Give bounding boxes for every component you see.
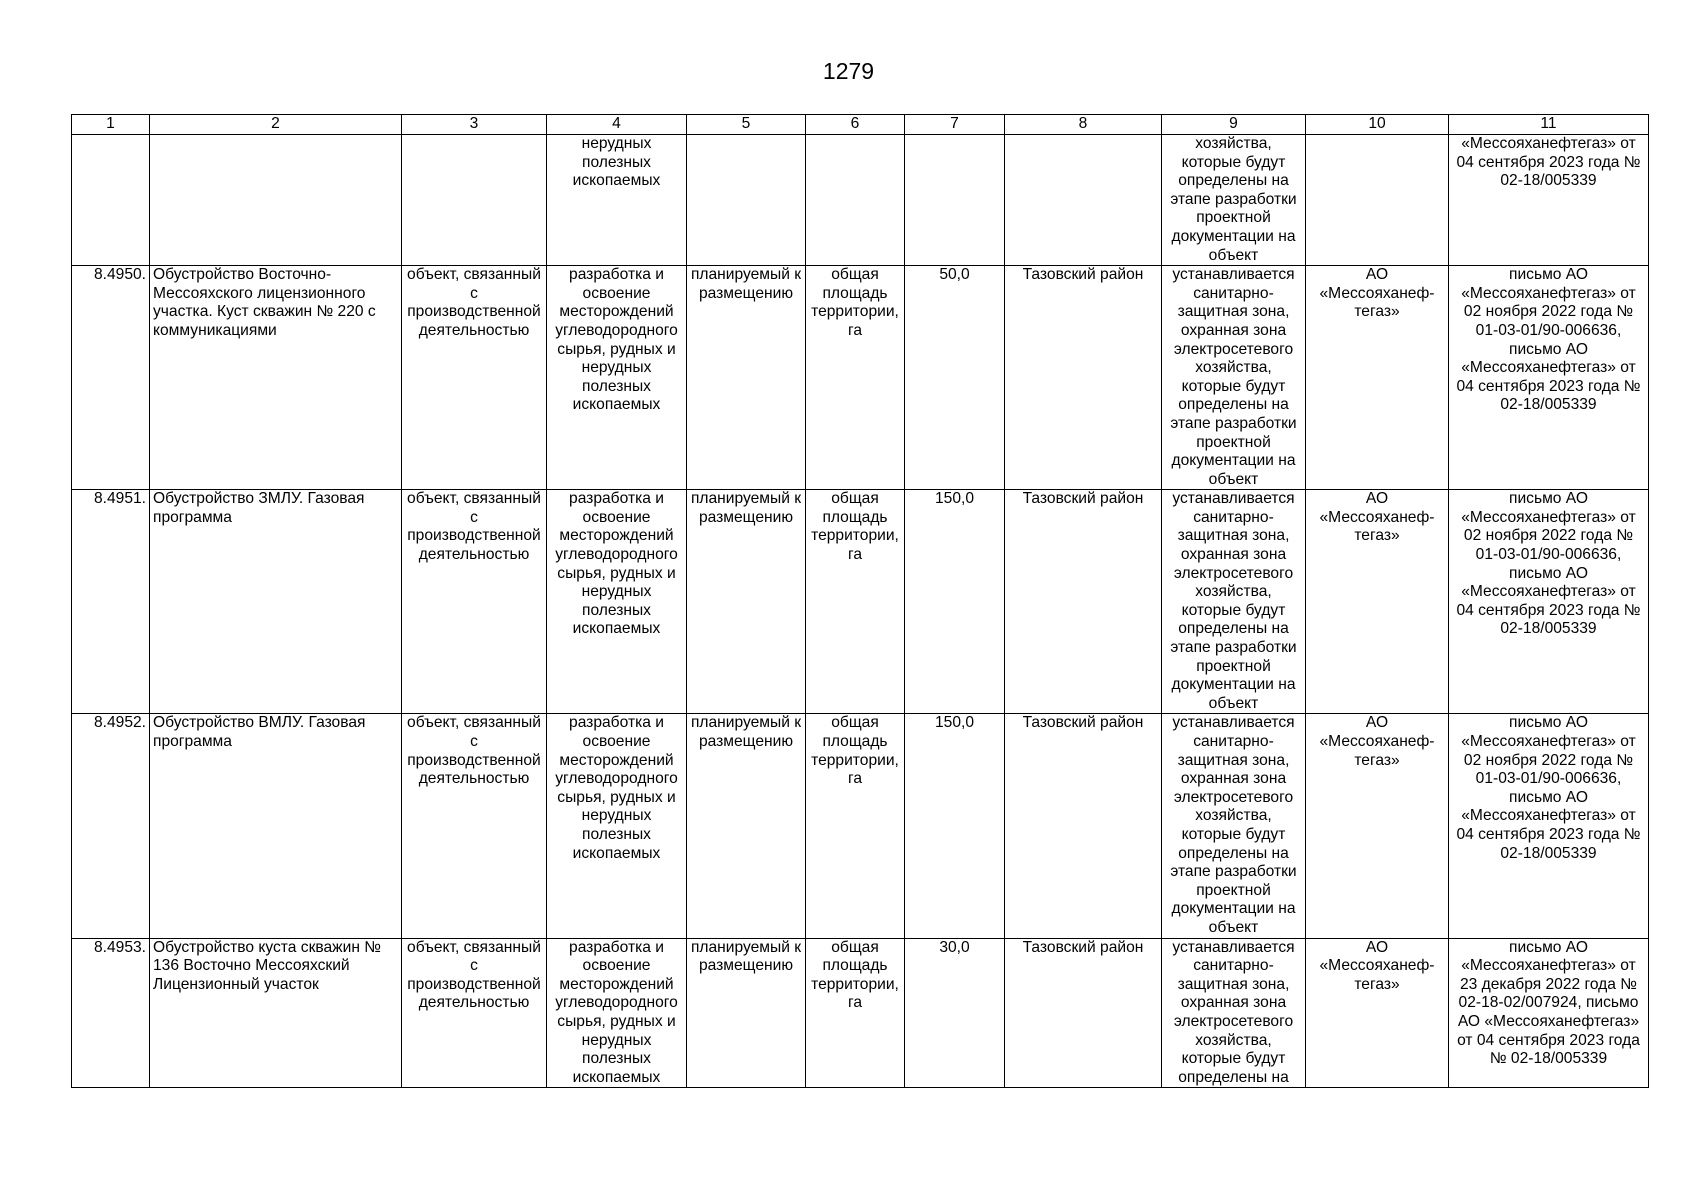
cell-basis: «Мессояханефтегаз» от 04 сентября 2023 года № 02-18/005339 bbox=[1449, 135, 1649, 266]
cell-object-type bbox=[402, 135, 547, 266]
column-number-row bbox=[72, 115, 1649, 135]
cell-number: 8.4952. bbox=[72, 714, 150, 938]
cell-parameter bbox=[806, 135, 905, 266]
cell-object-type: объект, связанный с производственной деятельностью bbox=[402, 490, 547, 714]
cell-zones: хозяйства, которые будут определены на этапе разработки проектной документации на объект bbox=[1162, 135, 1306, 266]
cell-value: 50,0 bbox=[905, 266, 1005, 490]
table-row bbox=[72, 266, 1649, 490]
cell-location: Тазовский район bbox=[1005, 490, 1162, 714]
cell-location: Тазовский район bbox=[1005, 938, 1162, 1088]
cell-number: 8.4953. bbox=[72, 938, 150, 1088]
cell-object-name: Обустройство куста скважин № 136 Восточно Мессояхский Лицензионный участок bbox=[150, 938, 402, 1088]
cell-zones: устанавливается санитарно-защитная зона, охранная зона электросетевого хозяйства, которые будут определены на bbox=[1162, 938, 1306, 1088]
column-header: 4 bbox=[547, 115, 687, 135]
registry-table bbox=[71, 114, 1649, 1088]
table-row bbox=[72, 938, 1649, 1088]
cell-basis: письмо АО «Мессояханефтегаз» от 02 ноября 2022 года № 01-03-01/90-006636, письмо АО «Мессояханефтегаз» от 04 сентября 2023 года № 02-18/005339 bbox=[1449, 490, 1649, 714]
cell-value: 150,0 bbox=[905, 490, 1005, 714]
cell-value: 30,0 bbox=[905, 938, 1005, 1088]
cell-object-name: Обустройство Восточно-Мессояхского лицензионного участка. Куст скважин № 220 с коммуникациями bbox=[150, 266, 402, 490]
cell-object-type: объект, связанный с производственной деятельностью bbox=[402, 938, 547, 1088]
cell-status: планируемый к размещению bbox=[687, 938, 806, 1088]
cell-purpose: разработка и освоение месторождений углеводородного сырья, рудных и нерудных полезных ископаемых bbox=[547, 938, 687, 1088]
cell-basis: письмо АО «Мессояханефтегаз» от 02 ноября 2022 года № 01-03-01/90-006636, письмо АО «Мессояханефтегаз» от 04 сентября 2023 года № 02-18/005339 bbox=[1449, 266, 1649, 490]
cell-parameter: общая площадь территории, га bbox=[806, 490, 905, 714]
cell-number: 8.4951. bbox=[72, 490, 150, 714]
cell-purpose: разработка и освоение месторождений углеводородного сырья, рудных и нерудных полезных ископаемых bbox=[547, 266, 687, 490]
cell-zones: устанавливается санитарно-защитная зона, охранная зона электросетевого хозяйства, которые будут определены на этапе разработки проектной документации на объект bbox=[1162, 490, 1306, 714]
column-header: 6 bbox=[806, 115, 905, 135]
cell-status bbox=[687, 135, 806, 266]
cell-location: Тазовский район bbox=[1005, 266, 1162, 490]
cell-zones: устанавливается санитарно-защитная зона, охранная зона электросетевого хозяйства, которые будут определены на этапе разработки проектной документации на объект bbox=[1162, 266, 1306, 490]
cell-location bbox=[1005, 135, 1162, 266]
column-header: 7 bbox=[905, 115, 1005, 135]
column-header: 9 bbox=[1162, 115, 1306, 135]
cell-zones: устанавливается санитарно-защитная зона, охранная зона электросетевого хозяйства, которые будут определены на этапе разработки проектной документации на объект bbox=[1162, 714, 1306, 938]
table-row bbox=[72, 714, 1649, 938]
page-number: 1279 bbox=[822, 58, 875, 84]
table-row bbox=[72, 490, 1649, 714]
column-header: 8 bbox=[1005, 115, 1162, 135]
cell-value: 150,0 bbox=[905, 714, 1005, 938]
cell-value bbox=[905, 135, 1005, 266]
cell-status: планируемый к размещению bbox=[687, 714, 806, 938]
cell-basis: письмо АО «Мессояханефтегаз» от 23 декабря 2022 года № 02-18-02/007924, письмо АО «Мессояханефтегаз» от 04 сентября 2023 года № 02-18/005339 bbox=[1449, 938, 1649, 1088]
cell-organization: АО «Мессояханеф-тегаз» bbox=[1306, 714, 1449, 938]
column-header: 2 bbox=[150, 115, 402, 135]
column-header: 3 bbox=[402, 115, 547, 135]
cell-organization: АО «Мессояханеф-тегаз» bbox=[1306, 266, 1449, 490]
cell-number: 8.4950. bbox=[72, 266, 150, 490]
cell-parameter: общая площадь территории, га bbox=[806, 938, 905, 1088]
cell-object-type: объект, связанный с производственной деятельностью bbox=[402, 714, 547, 938]
cell-parameter: общая площадь территории, га bbox=[806, 266, 905, 490]
cell-object-name: Обустройство ВМЛУ. Газовая программа bbox=[150, 714, 402, 938]
cell-parameter: общая площадь территории, га bbox=[806, 714, 905, 938]
cell-purpose: разработка и освоение месторождений углеводородного сырья, рудных и нерудных полезных ископаемых bbox=[547, 714, 687, 938]
cell-purpose: разработка и освоение месторождений углеводородного сырья, рудных и нерудных полезных ископаемых bbox=[547, 490, 687, 714]
cell-object-name bbox=[150, 135, 402, 266]
cell-status: планируемый к размещению bbox=[687, 490, 806, 714]
cell-object-type: объект, связанный с производственной деятельностью bbox=[402, 266, 547, 490]
cell-number bbox=[72, 135, 150, 266]
cell-basis: письмо АО «Мессояханефтегаз» от 02 ноября 2022 года № 01-03-01/90-006636, письмо АО «Мессояханефтегаз» от 04 сентября 2023 года № 02-18/005339 bbox=[1449, 714, 1649, 938]
cell-purpose: нерудных полезных ископаемых bbox=[547, 135, 687, 266]
column-header: 11 bbox=[1449, 115, 1649, 135]
cell-organization: АО «Мессояханеф-тегаз» bbox=[1306, 938, 1449, 1088]
cell-organization: АО «Мессояханеф-тегаз» bbox=[1306, 490, 1449, 714]
table-row bbox=[72, 135, 1649, 266]
column-header: 10 bbox=[1306, 115, 1449, 135]
cell-object-name: Обустройство ЗМЛУ. Газовая программа bbox=[150, 490, 402, 714]
column-header: 1 bbox=[72, 115, 150, 135]
cell-organization bbox=[1306, 135, 1449, 266]
cell-status: планируемый к размещению bbox=[687, 266, 806, 490]
column-header: 5 bbox=[687, 115, 806, 135]
cell-location: Тазовский район bbox=[1005, 714, 1162, 938]
